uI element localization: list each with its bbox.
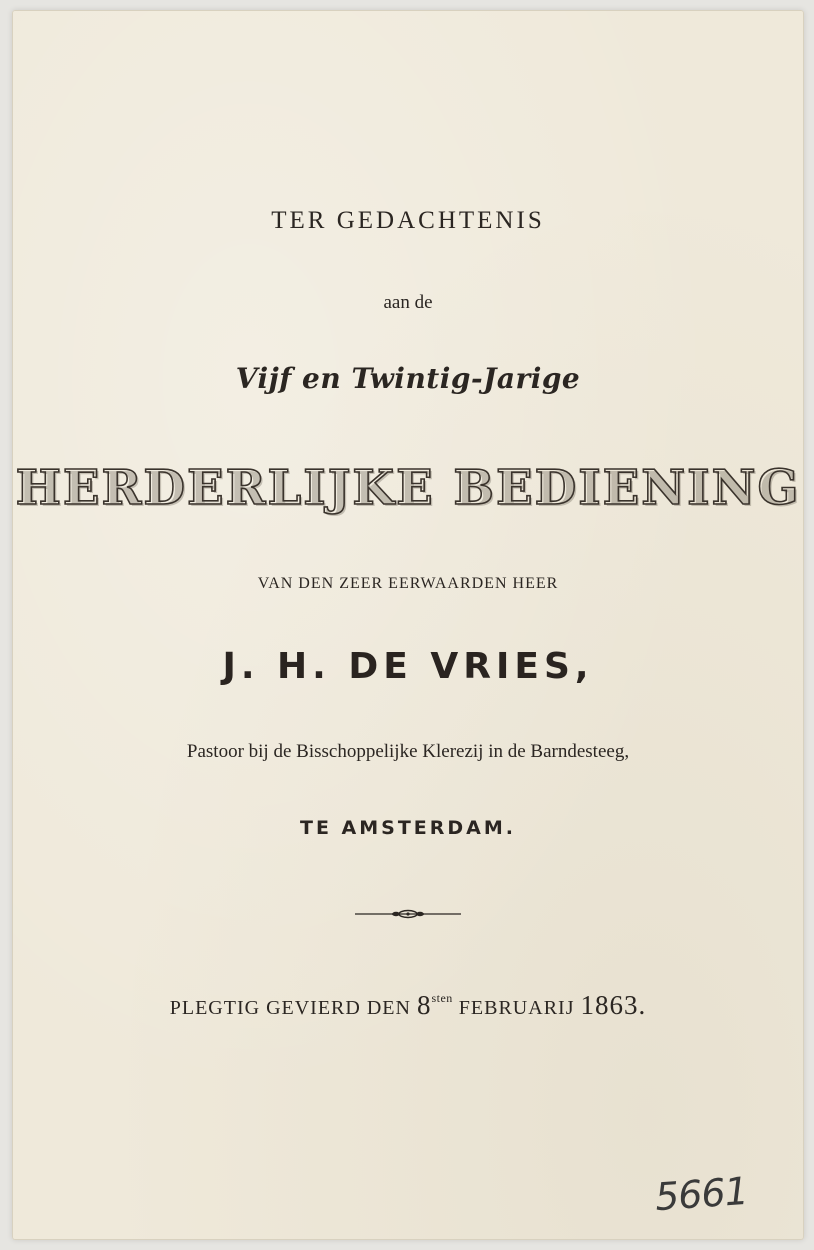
celebration-date — [12, 990, 804, 1021]
anniversary-line: Vijf en Twintig-Jarige — [235, 362, 581, 395]
card-subtitle: aan de — [383, 292, 433, 313]
ministry-heading: HERDERLIJKE BEDIENING — [15, 460, 801, 516]
card-title: TER GEDACHTENIS — [271, 207, 545, 234]
honorific-line: VAN DEN ZEER EERWAARDEN HEER — [257, 575, 559, 592]
date-month: FEBRUARIJ — [458, 997, 575, 1019]
memorial-card — [12, 10, 804, 1240]
divider-ornament — [355, 907, 461, 921]
city-line: TE AMSTERDAM. — [299, 817, 517, 839]
date-suffix: sten — [431, 991, 453, 1005]
person-role: Pastoor bij de Bisschoppelijke Klerezij in de Barndesteeg, — [186, 741, 630, 762]
person-name: J. H. DE VRIES, — [222, 646, 594, 687]
date-day: 8 — [416, 990, 432, 1020]
date-year: 1863. — [580, 990, 647, 1020]
handwritten-inventory-number: 5661 — [653, 1168, 750, 1220]
date-prefix: PLEGTIG GEVIERD DEN — [169, 997, 411, 1019]
